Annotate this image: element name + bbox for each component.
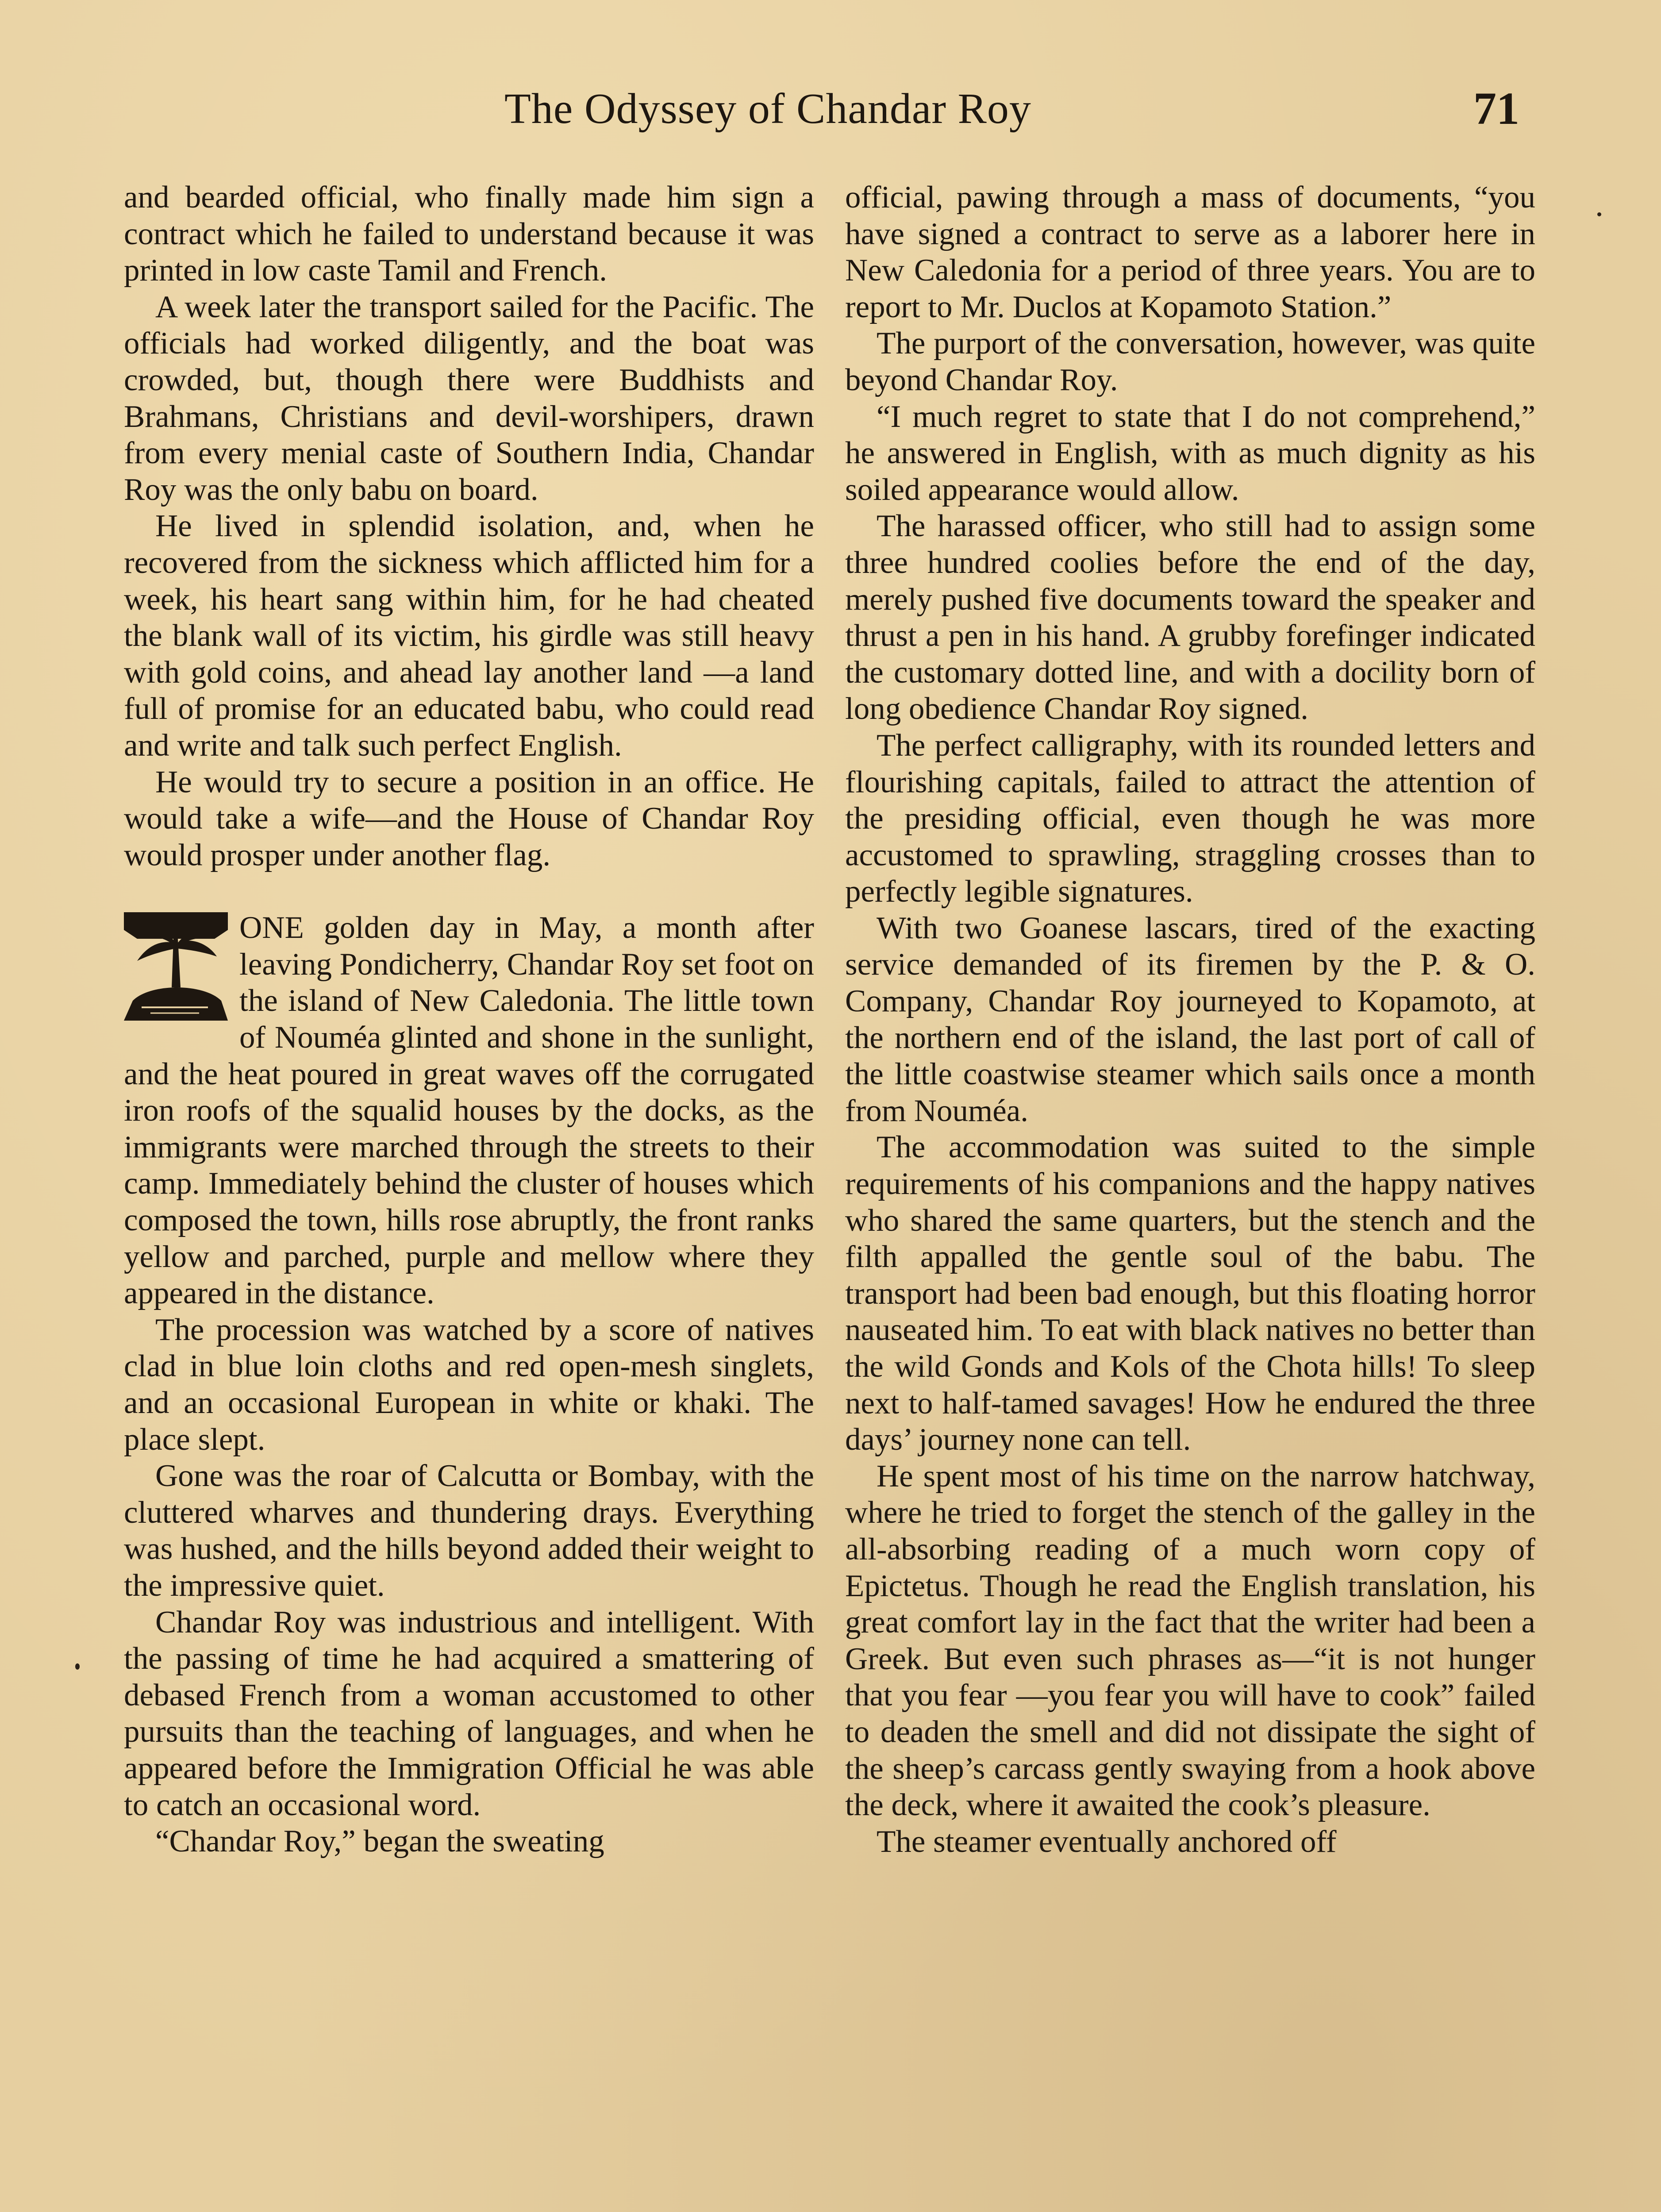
- paragraph: “Chandar Roy,” began the sweating: [155, 1824, 604, 1859]
- paragraph: and bearded official, who finally made him sign a contract which he failed to understand because it was printed in low caste Tamil and French.: [124, 180, 814, 288]
- paragraph: A week later the transport sailed for the Pacific. The officials had worked diligently, and the boat was crowded, but, though there were Buddhists and Brahmans, Christians and devil-worshipers, drawn from every menial caste of Southern India, Chandar Roy was the only babu on board.: [124, 289, 814, 507]
- paragraph: The harassed officer, who still had to assign some three hundred coolies before the end of the day, merely pushed five documents toward the speaker and thrust a pen in his hand. A grubby forefinger indicated the customary dotted line, and with a docility born of long obedience Chandar Roy signed.: [845, 509, 1535, 726]
- paragraph: He spent most of his time on the narrow hatchway, where he tried to forget the stench of the galley in the all-absorbing reading of a much worn copy of Epictetus. Though he read the English translation, his great comfort lay in the fact that the writer had been a Greek. But even such phrases as—“it is not hunger that you fear —you fear you will have to cook” failed to deaden the smell and did not dissipate the sight of the sheep’s carcass gently swaying from a hook above the deck, where it awaited the cook’s pleasure.: [845, 1459, 1535, 1823]
- paragraph: The purport of the conversation, however, was quite beyond Chandar Roy.: [845, 326, 1535, 397]
- paragraph: The perfect calligraphy, with its rounded letters and flourishing capitals, failed to attract the attention of the presiding official, even though he was more accustomed to sprawling, straggling crosses than to perfectly legible signatures.: [845, 728, 1535, 909]
- paragraph: official, pawing through a mass of documents, “you have signed a contract to serve as a laborer here in New Caledonia for a period of three years. You are to report to Mr. Duclos at Kopamoto Station.”: [845, 180, 1535, 324]
- paper-speck: [75, 1663, 80, 1670]
- page-header: [0, 84, 1661, 142]
- paragraph: He lived in splendid isolation, and, when he recovered from the sickness which afflicted him for a week, his heart sang within him, for he had cheated the blank wall of its victim, his girdle was still heavy with gold coins, and ahead lay another land —a land full of promise for an educated babu, who could read and write and talk such perfect English.: [124, 509, 814, 763]
- paragraph: The accommodation was suited to the simple requirements of his companions and the happy natives who shared the same quarters, but the stench and the filth appalled the gentle soul of the babu. The transport had been bad enough, but this floating horror nauseated him. To eat with black natives no better than the wild Gonds and Kols of the Chota hills! To sleep next to half-tamed savages! How he endured the three days’ journey none can tell.: [845, 1130, 1535, 1457]
- palm-island-dropcap-icon: [124, 912, 228, 1021]
- right-column: [845, 179, 1535, 1860]
- paragraph: He would try to secure a position in an office. He would take a wife—and the House of Chandar Roy would prosper under another flag.: [124, 764, 814, 872]
- left-column: [124, 179, 814, 1860]
- page-number: 71: [1473, 83, 1519, 134]
- paragraph: “I much regret to state that I do not comprehend,” he answered in English, with as much dignity as his soiled appearance would allow.: [845, 399, 1535, 507]
- paragraph: The steamer eventually anchored off: [877, 1824, 1337, 1859]
- paragraph: With two Goanese lascars, tired of the exacting service demanded of its firemen by the P. & O. Company, Chandar Roy journeyed to Kopamoto, at the northern end of the island, the last port of call of the little coastwise steamer which sails once a month from Nouméa.: [845, 910, 1535, 1128]
- paper-speck: [1597, 212, 1601, 216]
- paragraph: Chandar Roy was industrious and intelligent. With the passing of time he had acquired a smattering of debased French from a woman accustomed to other pursuits than the teaching of languages, and when he appeared before the Immigration Official he was able to catch an occasional word.: [124, 1605, 814, 1822]
- paragraph: The procession was watched by a score of natives clad in blue loin cloths and red open-mesh singlets, and an occasional European in white or khaki. The place slept.: [124, 1312, 814, 1457]
- section-opening-paragraph: [124, 910, 814, 1312]
- paragraph: Gone was the roar of Calcutta or Bombay, with the cluttered wharves and thundering drays. Everything was hushed, and the hills beyond added their weight to the impressive quiet.: [124, 1459, 814, 1603]
- section-opening-text: ONE golden day in May, a month after leaving Pondicherry, Chandar Roy set foot on the island of New Caledonia. The little town of Nouméa glinted and shone in the sunlight, and the heat poured in great waves off the corrugated iron roofs of the squalid houses by the docks, as the immigrants were marched through the streets to their camp. Immediately behind the cluster of houses which composed the town, hills rose abruptly, the front ranks yellow and parched, purple and mellow where they appeared in the distance.: [124, 910, 814, 1311]
- running-title: The Odyssey of Chandar Roy: [504, 85, 1031, 133]
